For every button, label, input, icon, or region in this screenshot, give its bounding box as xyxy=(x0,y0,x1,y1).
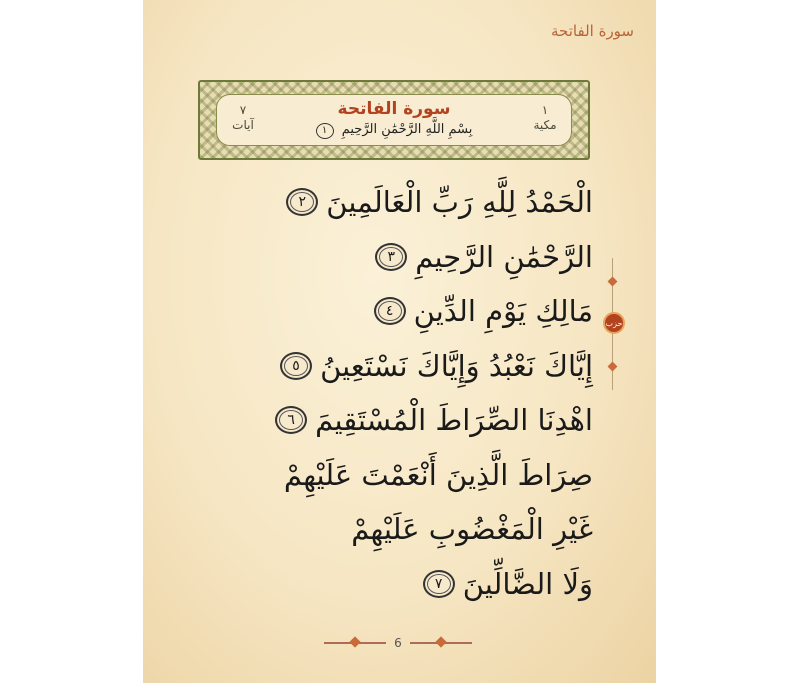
basmala-ayah-marker: ١ xyxy=(316,123,334,139)
surah-title: سورة الفاتحة xyxy=(337,99,451,119)
verses-block xyxy=(213,175,593,611)
basmala-line xyxy=(217,122,571,139)
side-ornament-diamond xyxy=(608,277,618,287)
surah-meta-left xyxy=(223,103,263,133)
ayah-marker: ٦ xyxy=(275,406,307,434)
verse-text: غَيْرِ الْمَغْضُوبِ عَلَيْهِمْ xyxy=(351,512,593,547)
hizb-side-ornament xyxy=(603,258,623,390)
surah-header-panel xyxy=(216,94,572,146)
footer-ornament-left xyxy=(324,642,386,644)
revelation-type: مكية xyxy=(533,118,557,132)
ayah-marker: ٧ xyxy=(423,570,455,598)
verse-line xyxy=(213,502,593,557)
verse-line xyxy=(213,230,593,285)
verse-line xyxy=(213,175,593,230)
verse-line xyxy=(213,284,593,339)
verse-text: الرَّحْمَٰنِ الرَّحِيمِ xyxy=(415,239,593,274)
mushaf-page xyxy=(143,0,656,683)
verse-text: اهْدِنَا الصِّرَاطَ الْمُسْتَقِيمَ xyxy=(315,403,593,438)
ayah-count: ٧ xyxy=(239,103,247,117)
footer-ornament-right xyxy=(410,642,472,644)
surah-header-frame xyxy=(198,80,590,160)
page-number: 6 xyxy=(394,636,402,650)
ayah-count-label: آيات xyxy=(232,118,254,132)
ayah-marker: ٣ xyxy=(375,243,407,271)
ayah-marker: ٥ xyxy=(280,352,312,380)
verse-text: إِيَّاكَ نَعْبُدُ وَإِيَّاكَ نَسْتَعِينُ xyxy=(320,348,593,383)
ayah-marker: ٤ xyxy=(374,297,406,325)
ayah-marker: ٢ xyxy=(286,188,318,216)
verse-line xyxy=(213,393,593,448)
verse-line xyxy=(213,339,593,394)
footer-ornament xyxy=(313,636,483,650)
verse-text: وَلَا الضَّالِّينَ xyxy=(462,566,593,601)
side-ornament-diamond xyxy=(608,362,618,372)
running-head: سورة الفاتحة xyxy=(551,22,634,40)
verse-text: صِرَاطَ الَّذِينَ أَنْعَمْتَ عَلَيْهِمْ xyxy=(283,457,593,492)
verse-line xyxy=(213,557,593,612)
verse-text: مَالِكِ يَوْمِ الدِّينِ xyxy=(413,294,593,329)
basmala-text: بِسْمِ اللَّهِ الرَّحْمَٰنِ الرَّحِيمِ xyxy=(341,122,473,137)
verse-line xyxy=(213,448,593,503)
surah-number: ١ xyxy=(541,103,549,117)
hizb-medallion: حزب xyxy=(603,312,625,334)
verse-text: الْحَمْدُ لِلَّهِ رَبِّ الْعَالَمِينَ xyxy=(326,185,593,220)
